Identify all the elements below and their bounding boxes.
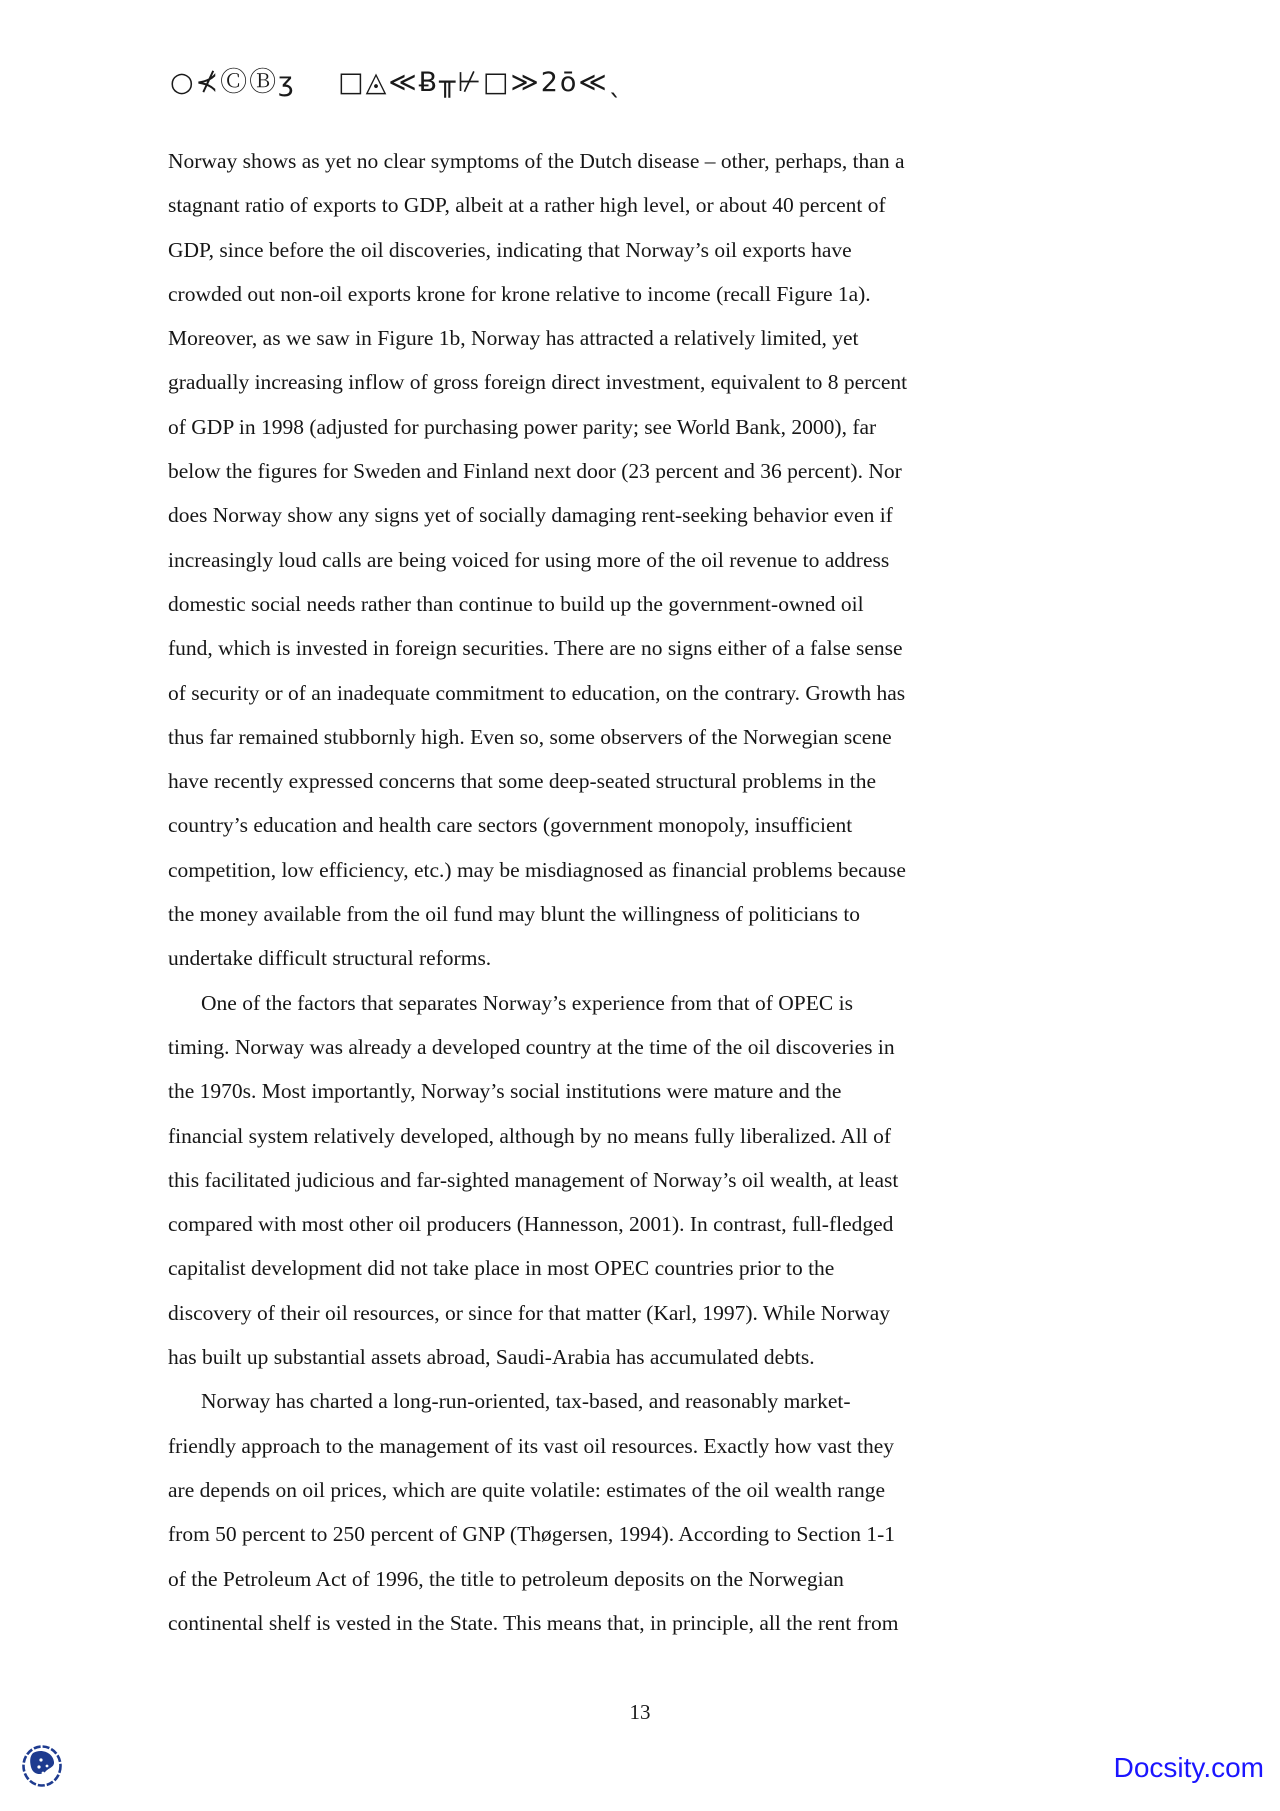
header-garbled-text: ○⊀ⒸⒷʒ □◬≪Ƀ╥⊬□≫2ō≪ˎ — [170, 67, 625, 98]
text-line: of security or of an inadequate commitment to education, on the contrary. Growth has — [168, 680, 906, 705]
text-line: Moreover, as we saw in Figure 1b, Norway has attracted a relatively limited, yet — [168, 326, 859, 351]
text-line: this facilitated judicious and far-sighted management of Norway’s oil wealth, at least — [168, 1167, 899, 1192]
text-line: capitalist development did not take place in most OPEC countries prior to the — [168, 1256, 835, 1281]
text-line: timing. Norway was already a developed country at the time of the oil discoveries in — [168, 1034, 895, 1059]
text-line: discovery of their oil resources, or since for that matter (Karl, 1997). While Norway — [168, 1300, 891, 1325]
text-line: continental shelf is vested in the State. This means that, in principle, all the rent from — [168, 1610, 899, 1635]
docsity-watermark-link[interactable]: Docsity.com — [1113, 1752, 1264, 1783]
text-line: stagnant ratio of exports to GDP, albeit at a rather high level, or about 40 percent of — [168, 193, 886, 218]
text-line: financial system relatively developed, although by no means fully liberalized. All of — [168, 1123, 892, 1148]
text-line: country’s education and health care sectors (government monopoly, insufficient — [168, 813, 853, 838]
text-line: increasingly loud calls are being voiced for using more of the oil revenue to address — [168, 547, 890, 572]
text-line: of GDP in 1998 (adjusted for purchasing power parity; see World Bank, 2000), far — [168, 414, 877, 439]
text-line: from 50 percent to 250 percent of GNP (Thøgersen, 1994). According to Section 1-1 — [168, 1522, 896, 1547]
text-line: crowded out non-oil exports krone for krone relative to income (recall Figure 1a). — [168, 281, 871, 306]
text-line: the 1970s. Most importantly, Norway’s social institutions were mature and the — [168, 1079, 842, 1104]
text-line: competition, low efficiency, etc.) may be misdiagnosed as financial problems because — [168, 857, 906, 882]
text-line: Norway shows as yet no clear symptoms of the Dutch disease – other, perhaps, than a — [168, 149, 905, 173]
text-line: below the figures for Sweden and Finland next door (23 percent and 36 percent). Nor — [168, 459, 902, 484]
text-line: have recently expressed concerns that some deep-seated structural problems in the — [168, 769, 877, 794]
text-line: compared with most other oil producers (Hannesson, 2001). In contrast, full-fledged — [168, 1212, 894, 1237]
page-number: 13 — [629, 1700, 651, 1724]
text-line: does Norway show any signs yet of socially damaging rent-seeking behavior even if — [168, 503, 893, 528]
body-text — [168, 139, 1158, 1645]
text-line: GDP, since before the oil discoveries, indicating that Norway’s oil exports have — [168, 237, 852, 262]
text-line: the money available from the oil fund may blunt the willingness of politicians to — [168, 902, 861, 927]
text-line: gradually increasing inflow of gross foreign direct investment, equivalent to 8 percent — [168, 370, 908, 395]
text-line: thus far remained stubbornly high. Even so, some observers of the Norwegian scene — [168, 724, 892, 749]
text-line: fund, which is invested in foreign securities. There are no signs either of a false sense — [168, 636, 903, 661]
text-line: has built up substantial assets abroad, Saudi-Arabia has accumulated debts. — [168, 1345, 815, 1370]
text-line: domestic social needs rather than continue to build up the government-owned oil — [168, 591, 864, 616]
text-line: undertake difficult structural reforms. — [168, 946, 492, 971]
text-line: Norway has charted a long-run-oriented, tax-based, and reasonably market- — [201, 1389, 851, 1414]
text-line: of the Petroleum Act of 1996, the title to petroleum deposits on the Norwegian — [168, 1566, 844, 1591]
text-line: One of the factors that separates Norway’s experience from that of OPEC is — [201, 990, 853, 1015]
docsity-logo[interactable] — [20, 1743, 64, 1789]
text-line: are depends on oil prices, which are quite volatile: estimates of the oil wealth range — [168, 1477, 886, 1502]
text-line: friendly approach to the management of its vast oil resources. Exactly how vast they — [168, 1433, 895, 1458]
